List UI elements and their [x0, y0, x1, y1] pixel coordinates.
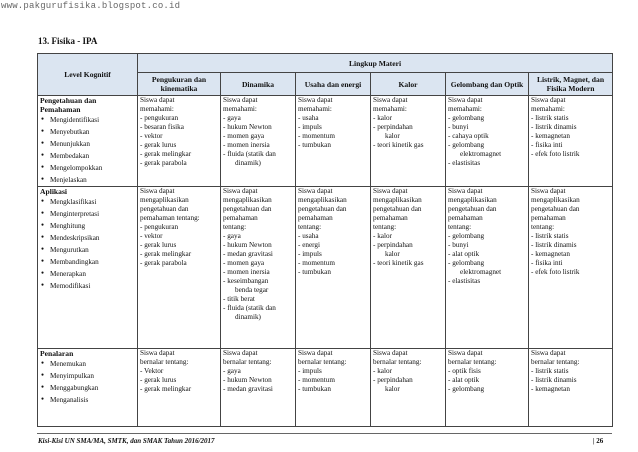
cell-line: - gerak lurus [140, 241, 177, 249]
materi-cell [371, 96, 446, 187]
cell-line: Siswa dapat [298, 349, 333, 357]
materi-cell [221, 349, 296, 427]
column-header: Dinamika [221, 73, 296, 96]
materi-cell [138, 187, 221, 349]
cell-line: - perpindahan [373, 241, 413, 249]
materi-cell [446, 349, 529, 427]
cell-line: - momen inersia [223, 141, 270, 149]
column-header: Pengukuran dan kinematika [138, 73, 221, 96]
list-item: ● Menemukan [40, 358, 135, 370]
cell-line: - gaya [223, 232, 241, 240]
cell-line: Siswa dapat [531, 349, 566, 357]
cell-line: mengaplikasikan [223, 196, 272, 204]
cell-line: Siswa dapat [373, 349, 408, 357]
cell-line: kalor [385, 250, 400, 258]
materi-cell [446, 187, 529, 349]
cell-line: - tumbukan [298, 141, 331, 149]
cell-line: - bunyi [448, 123, 469, 131]
materi-cell [221, 187, 296, 349]
cell-line: tentang: [448, 223, 472, 231]
cell-line: - titik berat [223, 295, 255, 303]
cell-line: - hukum Newton [223, 241, 272, 249]
cell-line: - bunyi [448, 241, 469, 249]
list-item: ● Menjelaskan [40, 174, 135, 186]
cell-line: bernalar tentang: [223, 358, 272, 366]
cell-line: - Vektor [140, 367, 164, 375]
cell-line: - tumbukan [298, 385, 331, 393]
cell-line: - efek foto listrik [531, 150, 580, 158]
list-item: ● Menggabungkan [40, 382, 135, 394]
cell-line: - gelombang [448, 141, 485, 149]
list-item: ● Mengklasifikasi [40, 196, 135, 208]
cell-line: Siswa dapat [531, 96, 566, 104]
cell-line: benda tegar [235, 286, 269, 294]
level-title: Aplikasi [40, 187, 68, 196]
cell-line: Siswa dapat [531, 187, 566, 195]
cell-line: - listrik dinamis [531, 123, 577, 131]
cell-line: - momentum [298, 259, 335, 267]
cell-line: - listrik statis [531, 232, 569, 240]
table-row [38, 96, 613, 187]
cell-line: - impuls [298, 367, 322, 375]
level-cell [38, 349, 138, 427]
cell-line: tentang: [531, 223, 555, 231]
cell-line: memahami: [373, 105, 407, 113]
cell-line: - fisika inti [531, 141, 563, 149]
cell-line: - gerak melingkar [140, 385, 192, 393]
cell-line: pemahaman [223, 214, 258, 222]
list-item: ● Membedakan [40, 150, 135, 162]
cell-line: pengetahuan dan [140, 205, 189, 213]
cell-line: pengetahuan dan [448, 205, 497, 213]
cell-line: - gerak lurus [140, 376, 177, 384]
cell-line: - usaha [298, 232, 319, 240]
cell-line: - gaya [223, 367, 241, 375]
cell-line: kalor [385, 132, 400, 140]
materi-cell [221, 96, 296, 187]
watermark-url: www.pakgurufisika.blogspot.co.id [1, 1, 181, 11]
cell-line: Siswa dapat [298, 96, 333, 104]
cell-line: - fisika inti [531, 259, 563, 267]
cell-line: - perpindahan [373, 376, 413, 384]
cell-line: - alat optik [448, 376, 480, 384]
level-cell [38, 187, 138, 349]
cell-line: Siswa dapat [448, 96, 483, 104]
cell-line: - gerak parabola [140, 159, 187, 167]
cell-line: - optik fisis [448, 367, 481, 375]
cell-line: elektromagnet [460, 268, 502, 276]
cell-line: - medan gravitasi [223, 250, 273, 258]
list-item: ● Menerapkan [40, 268, 135, 280]
cell-line: - gelombang [448, 259, 485, 267]
level-title: Penalaran [40, 349, 74, 358]
cell-line: mengaplikasikan [531, 196, 580, 204]
cell-line: Siswa dapat [140, 96, 175, 104]
cell-line: bernalar tentang: [140, 358, 189, 366]
level-cell [38, 96, 138, 187]
cell-line: pemahaman tentang: [140, 214, 200, 222]
lingkup-materi-header: Lingkup Materi [138, 54, 613, 73]
cell-line: dinamik) [235, 313, 261, 321]
cell-line: - kemagnetan [531, 132, 570, 140]
cell-line: - impuls [298, 250, 322, 258]
column-header: Usaha dan energi [296, 73, 371, 96]
cell-line: Siswa dapat [223, 349, 258, 357]
list-item: ● Menginterpretasi [40, 208, 135, 220]
materi-cell [138, 96, 221, 187]
cell-line: elektromagnet [460, 150, 502, 158]
cell-line: memahami: [223, 105, 257, 113]
cell-line: - kemagnetan [531, 385, 570, 393]
cell-line: pengetahuan dan [223, 205, 272, 213]
list-item: ● Mengurutkan [40, 244, 135, 256]
cell-line: - momentum [298, 376, 335, 384]
table-row [38, 187, 613, 349]
list-item: ● Menyimpulkan [40, 370, 135, 382]
list-item: ● Mengelompokkan [40, 162, 135, 174]
cell-line: bernalar tentang: [448, 358, 497, 366]
cell-line: Siswa dapat [140, 349, 175, 357]
cell-line: - vektor [140, 132, 163, 140]
cell-line: pemahaman [531, 214, 566, 222]
cell-line: - hukum Newton [223, 123, 272, 131]
cell-line: - elastisitas [448, 277, 481, 285]
footer-rule [37, 433, 612, 434]
cell-line: - momen gaya [223, 259, 265, 267]
cell-line: - kalor [373, 367, 392, 375]
cell-line: - usaha [298, 114, 319, 122]
list-item: ● Mendeskripsikan [40, 232, 135, 244]
materi-cell [296, 187, 371, 349]
materi-cell [446, 96, 529, 187]
cell-line: tentang: [298, 223, 322, 231]
materi-cell [296, 96, 371, 187]
materi-cell [138, 349, 221, 427]
cell-line: - medan gravitasi [223, 385, 273, 393]
cell-line: - momentum [298, 132, 335, 140]
cell-line: tentang: [373, 223, 397, 231]
cell-line: - hukum Newton [223, 376, 272, 384]
cell-line: memahami: [531, 105, 565, 113]
cell-line: bernalar tentang: [298, 358, 347, 366]
materi-cell [371, 187, 446, 349]
cell-line: - momen gaya [223, 132, 265, 140]
table-row [38, 349, 613, 427]
cell-line: pengetahuan dan [298, 205, 347, 213]
cell-line: Siswa dapat [223, 187, 258, 195]
cell-line: - fluida (statik dan [223, 304, 276, 312]
list-item: ● Mengidentifikasi [40, 114, 135, 126]
cell-line: dinamik) [235, 159, 261, 167]
column-header: Kalor [371, 73, 446, 96]
level-kognitif-header: Level Kognitif [38, 54, 138, 96]
list-item: ● Membandingkan [40, 256, 135, 268]
level-title: Pengetahuan dan Pemahaman [40, 96, 97, 114]
cell-line: memahami: [298, 105, 332, 113]
cell-line: - perpindahan [373, 123, 413, 131]
verb-list [40, 358, 135, 406]
cell-line: - cahaya optik [448, 132, 489, 140]
cell-line: memahami: [140, 105, 174, 113]
materi-cell [296, 349, 371, 427]
cell-line: bernalar tentang: [373, 358, 422, 366]
list-item: ● Menyebutkan [40, 126, 135, 138]
cell-line: Siswa dapat [373, 187, 408, 195]
cell-line: - listrik dinamis [531, 241, 577, 249]
column-header: Listrik, Magnet, dan Fisika Modern [529, 73, 613, 96]
cell-line: - fluida (statik dan [223, 150, 276, 158]
cell-line: pemahaman [373, 214, 408, 222]
list-item: ● Memodifikasi [40, 280, 135, 292]
cell-line: - elastisitas [448, 159, 481, 167]
cell-line: Siswa dapat [448, 187, 483, 195]
cell-line: - teori kinetik gas [373, 259, 424, 267]
cell-line: - alat optik [448, 250, 480, 258]
page-number: | 26 [593, 437, 604, 445]
cell-line: - gerak melingkar [140, 150, 192, 158]
cell-line: - tumbukan [298, 268, 331, 276]
cell-line: mengaplikasikan [140, 196, 189, 204]
cell-line: - listrik statis [531, 114, 569, 122]
list-item: ● Menghitung [40, 220, 135, 232]
cell-line: pemahaman [298, 214, 333, 222]
list-item: ● Menunjukkan [40, 138, 135, 150]
materi-cell [529, 349, 613, 427]
column-header: Gelombang dan Optik [446, 73, 529, 96]
cell-line: memahami: [448, 105, 482, 113]
cell-line: pengetahuan dan [373, 205, 422, 213]
verb-list [40, 114, 135, 186]
cell-line: Siswa dapat [373, 96, 408, 104]
cell-line: - kalor [373, 232, 392, 240]
cell-line: - gelombang [448, 232, 485, 240]
materi-cell [529, 187, 613, 349]
cell-line: mengaplikasikan [373, 196, 422, 204]
cell-line: mengaplikasikan [448, 196, 497, 204]
cell-line: - kemagnetan [531, 250, 570, 258]
cell-line: - keseimbangan [223, 277, 269, 285]
footer-text: Kisi-Kisi UN SMA/MA, SMTK, dan SMAK Tahun 2016/2017 [38, 437, 215, 445]
cell-line: Siswa dapat [448, 349, 483, 357]
list-item: ● Menganalisis [40, 394, 135, 406]
cell-line: - gerak melingkar [140, 250, 192, 258]
cell-line: pemahaman [448, 214, 483, 222]
cell-line: bernalar tentang: [531, 358, 580, 366]
materi-cell [371, 349, 446, 427]
cell-line: - gelombang [448, 385, 485, 393]
cell-line: - pengukuran [140, 223, 179, 231]
cell-line: - efek foto listrik [531, 268, 580, 276]
cell-line: tentang: [223, 223, 247, 231]
verb-list [40, 196, 135, 292]
cell-line: - listrik statis [531, 367, 569, 375]
cell-line: - gaya [223, 114, 241, 122]
cell-line: - vektor [140, 232, 163, 240]
cell-line: - momen inersia [223, 268, 270, 276]
cell-line: Siswa dapat [140, 187, 175, 195]
cell-line: - energi [298, 241, 321, 249]
cell-line: - pengukuran [140, 114, 179, 122]
section-title: 13. Fisika - IPA [38, 36, 98, 46]
cell-line: - kalor [373, 114, 392, 122]
cell-line: kalor [385, 385, 400, 393]
cell-line: - listrik dinamis [531, 376, 577, 384]
kisi-table [37, 53, 613, 427]
cell-line: Siswa dapat [298, 187, 333, 195]
cell-line: pengetahuan dan [531, 205, 580, 213]
cell-line: - impuls [298, 123, 322, 131]
cell-line: - gelombang [448, 114, 485, 122]
cell-line: mengaplikasikan [298, 196, 347, 204]
cell-line: - besaran fisika [140, 123, 184, 131]
cell-line: Siswa dapat [223, 96, 258, 104]
cell-line: - gerak lurus [140, 141, 177, 149]
cell-line: - gerak parabola [140, 259, 187, 267]
cell-line: - teori kinetik gas [373, 141, 424, 149]
materi-cell [529, 96, 613, 187]
